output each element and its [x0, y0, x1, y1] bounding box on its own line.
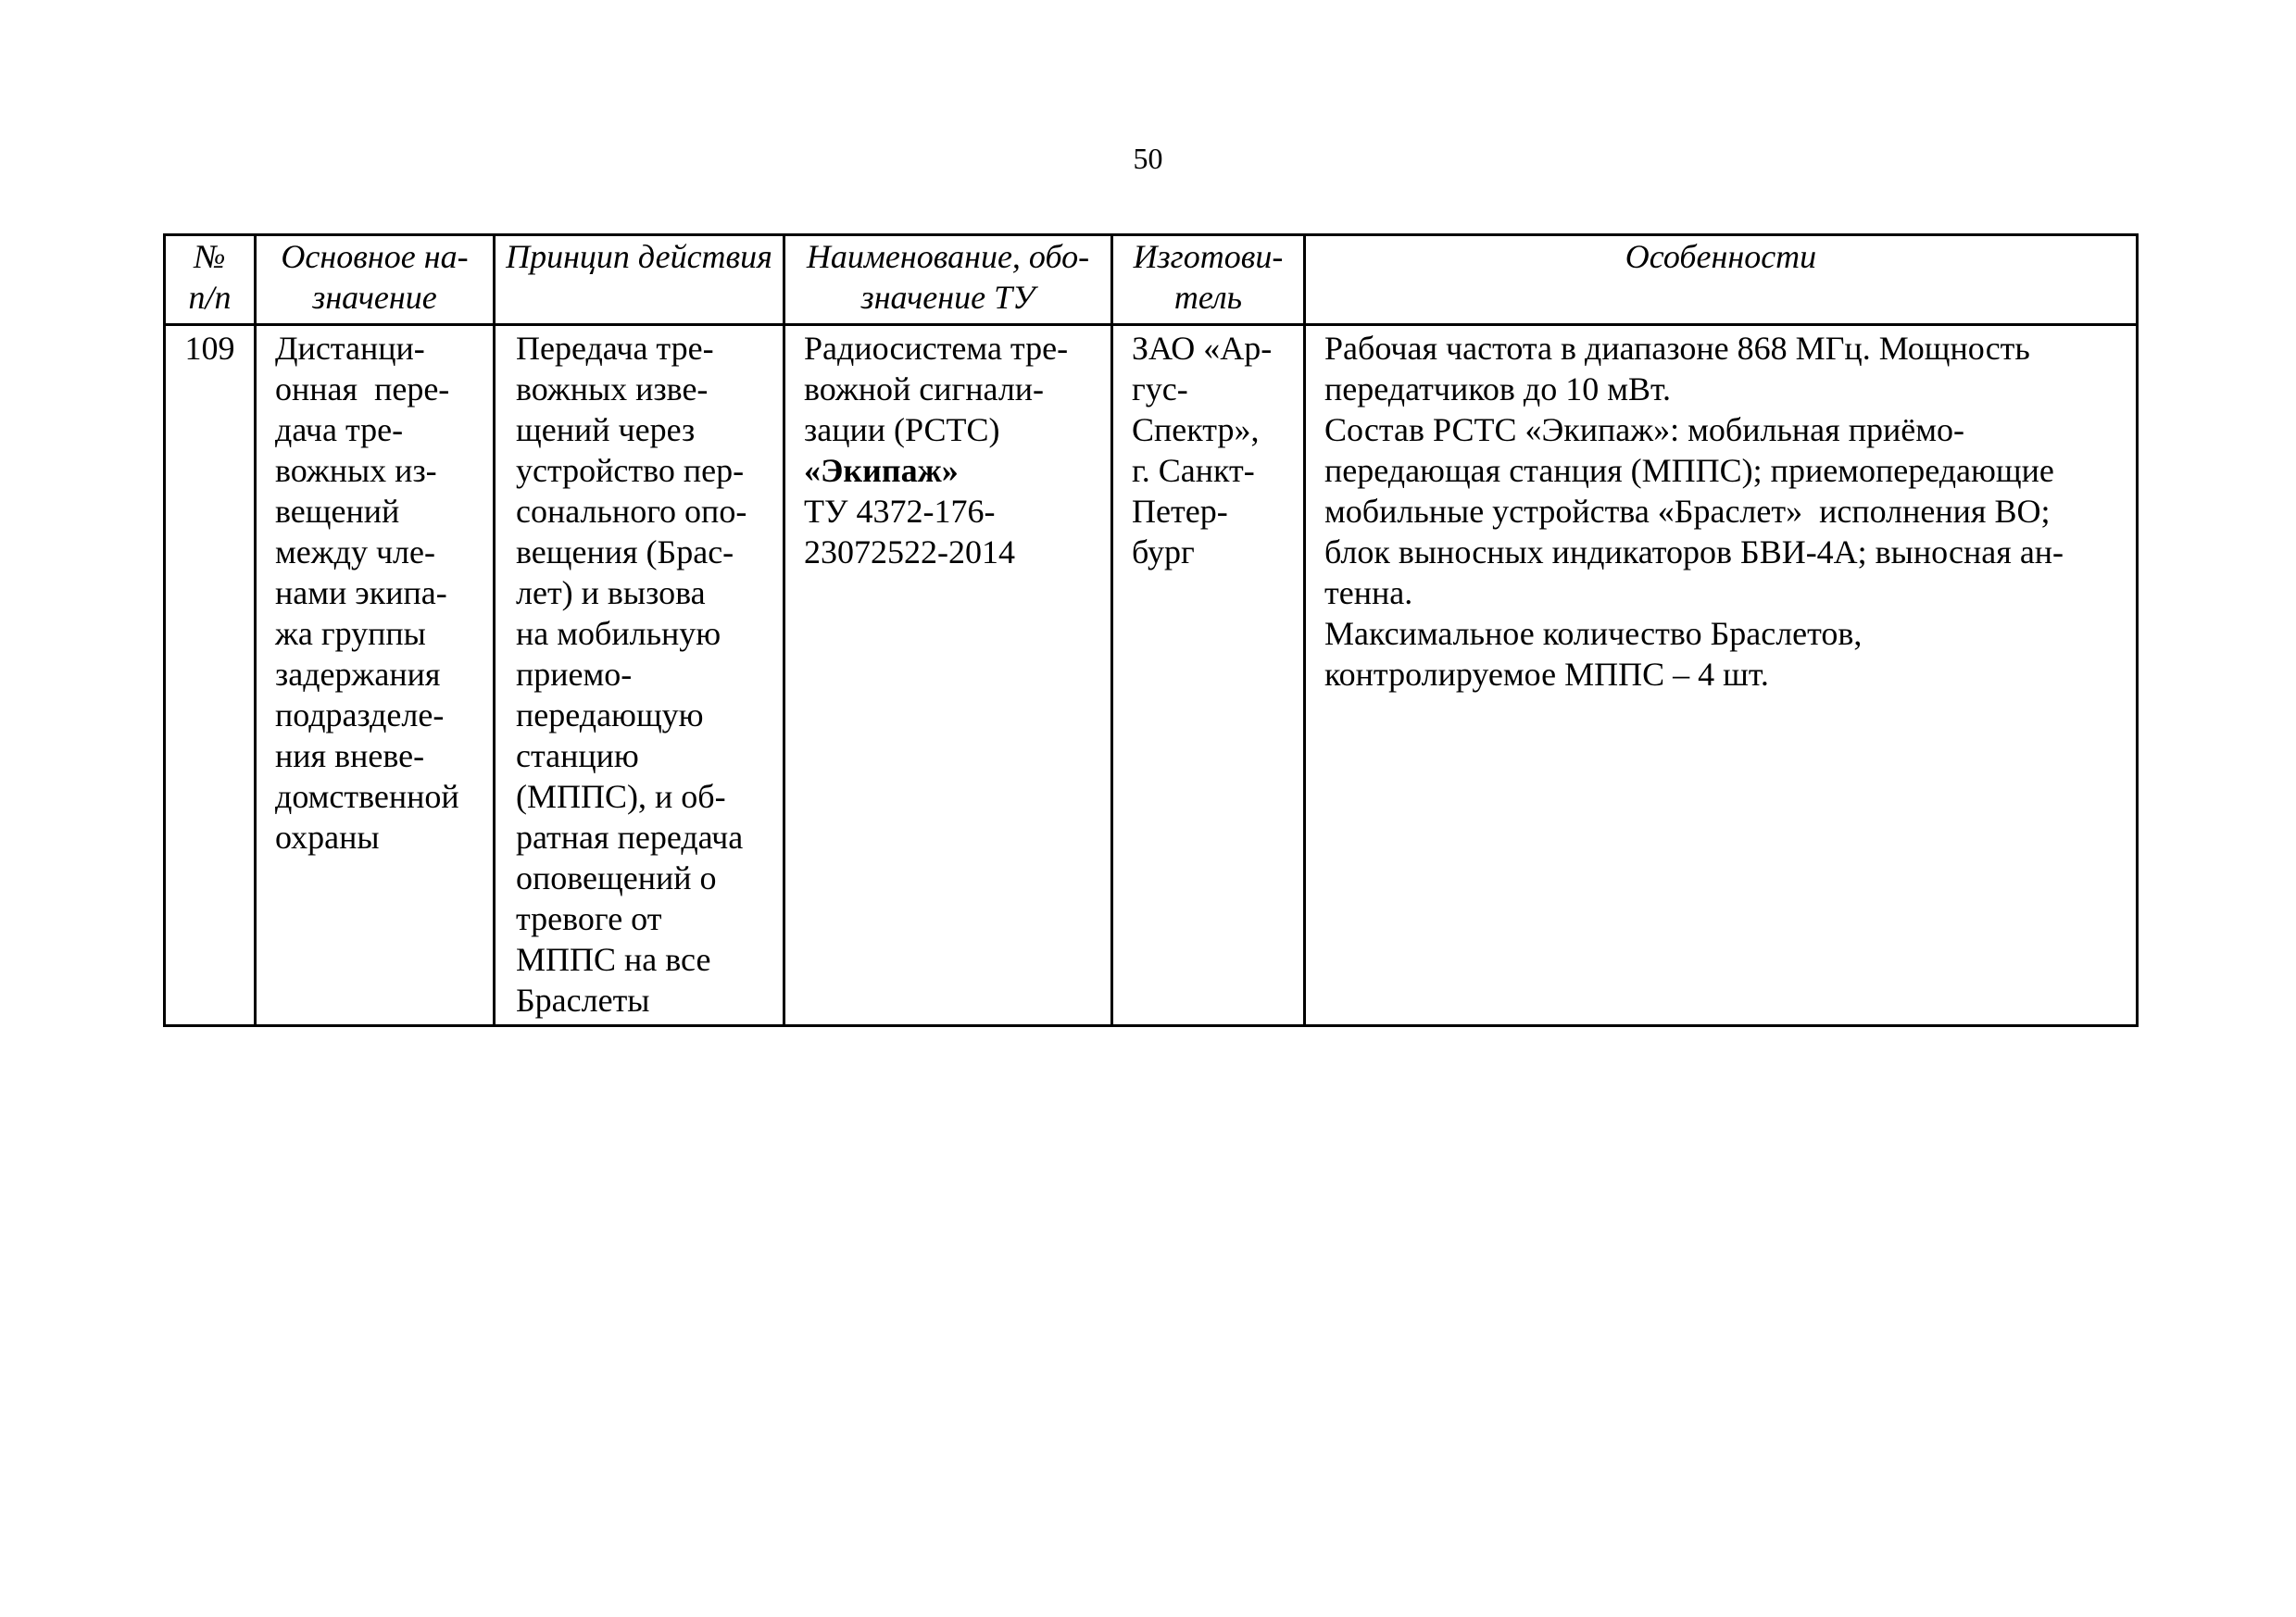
header-manufacturer: Изготови- тель — [1112, 235, 1305, 325]
cell-features: Рабочая частота в диапазоне 868 МГц. Мощность передатчиков до 10 мВт. Состав РСТС «Экипаж»: мобильная приёмо- передающая станция (МППС); приемопередающие мобильные устройства «Браслет» исполнения ВО; блок выносных индикаторов БВИ-4А; выносная ан- тенна. Максимальное количество Браслетов, контролируемое МППС – 4 шт. — [1305, 325, 2138, 1026]
header-purpose: Основное на- значение — [256, 235, 495, 325]
header-name: Наименование, обо- значение ТУ — [784, 235, 1112, 325]
table-row — [165, 325, 2138, 1026]
cell-principle: Передача тре- вожных изве- щений через устройство пер- сонального опо- вещения (Брас- лет) и вызова на мобильную приемо- передающую станцию (МППС), и об- ратная передача оповещений о тревоге от МППС на все Браслеты — [495, 325, 784, 1026]
header-principle: Принцип действия — [495, 235, 784, 325]
page-number: 50 — [1133, 142, 1163, 175]
header-features: Особенности — [1305, 235, 2138, 325]
cell-manufacturer: ЗАО «Ар- гус- Спектр», г. Санкт- Петер- бург — [1112, 325, 1305, 1026]
product-name: «Экипаж» — [804, 452, 959, 489]
table-header-row — [165, 235, 2138, 325]
equipment-table — [163, 233, 2139, 1027]
header-number: № п/п — [165, 235, 256, 325]
cell-name: Радиосистема тре- вожной сигнали- зации (РСТС) «Экипаж» ТУ 4372-176- 23072522-2014 — [784, 325, 1112, 1026]
cell-purpose: Дистанци- онная пере- дача тре- вожных из- вещений между чле- нами экипа- жа группы задержания подразделе- ния вневе- домственной охраны — [256, 325, 495, 1026]
cell-number: 109 — [165, 325, 256, 1026]
